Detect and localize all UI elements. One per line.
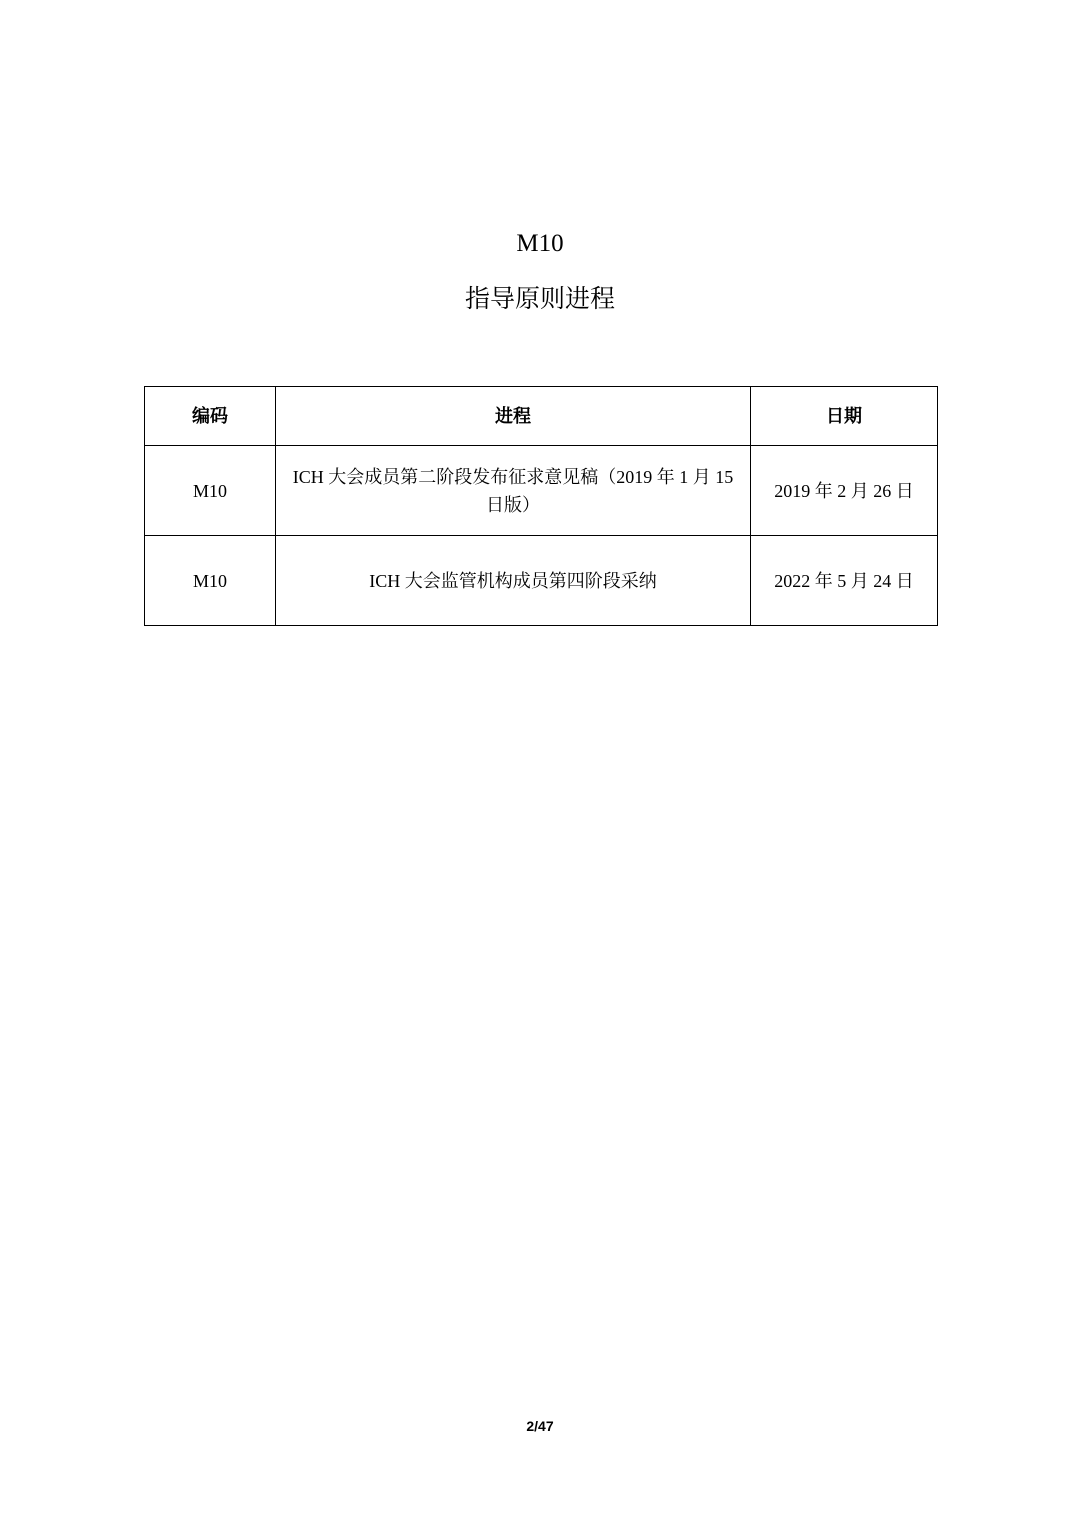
row-date: 2019 年 2 月 26 日: [751, 446, 938, 536]
document-title: M10: [516, 230, 564, 257]
row-code: M10: [145, 536, 276, 626]
page-number: 2/47: [526, 1418, 554, 1434]
header-step: 进程: [276, 387, 751, 446]
header-code: 编码: [145, 387, 276, 446]
table-row: [145, 446, 938, 536]
row-code: M10: [145, 446, 276, 536]
header-date: 日期: [751, 387, 938, 446]
guideline-progress-table: [144, 386, 938, 626]
document-subtitle: 指导原则进程: [464, 286, 615, 313]
table-header-row: [145, 387, 938, 446]
table-row: [145, 536, 938, 626]
row-step: ICH 大会监管机构成员第四阶段采纳: [276, 536, 751, 626]
row-step: ICH 大会成员第二阶段发布征求意见稿（2019 年 1 月 15 日版）: [276, 446, 751, 536]
row-date: 2022 年 5 月 24 日: [751, 536, 938, 626]
